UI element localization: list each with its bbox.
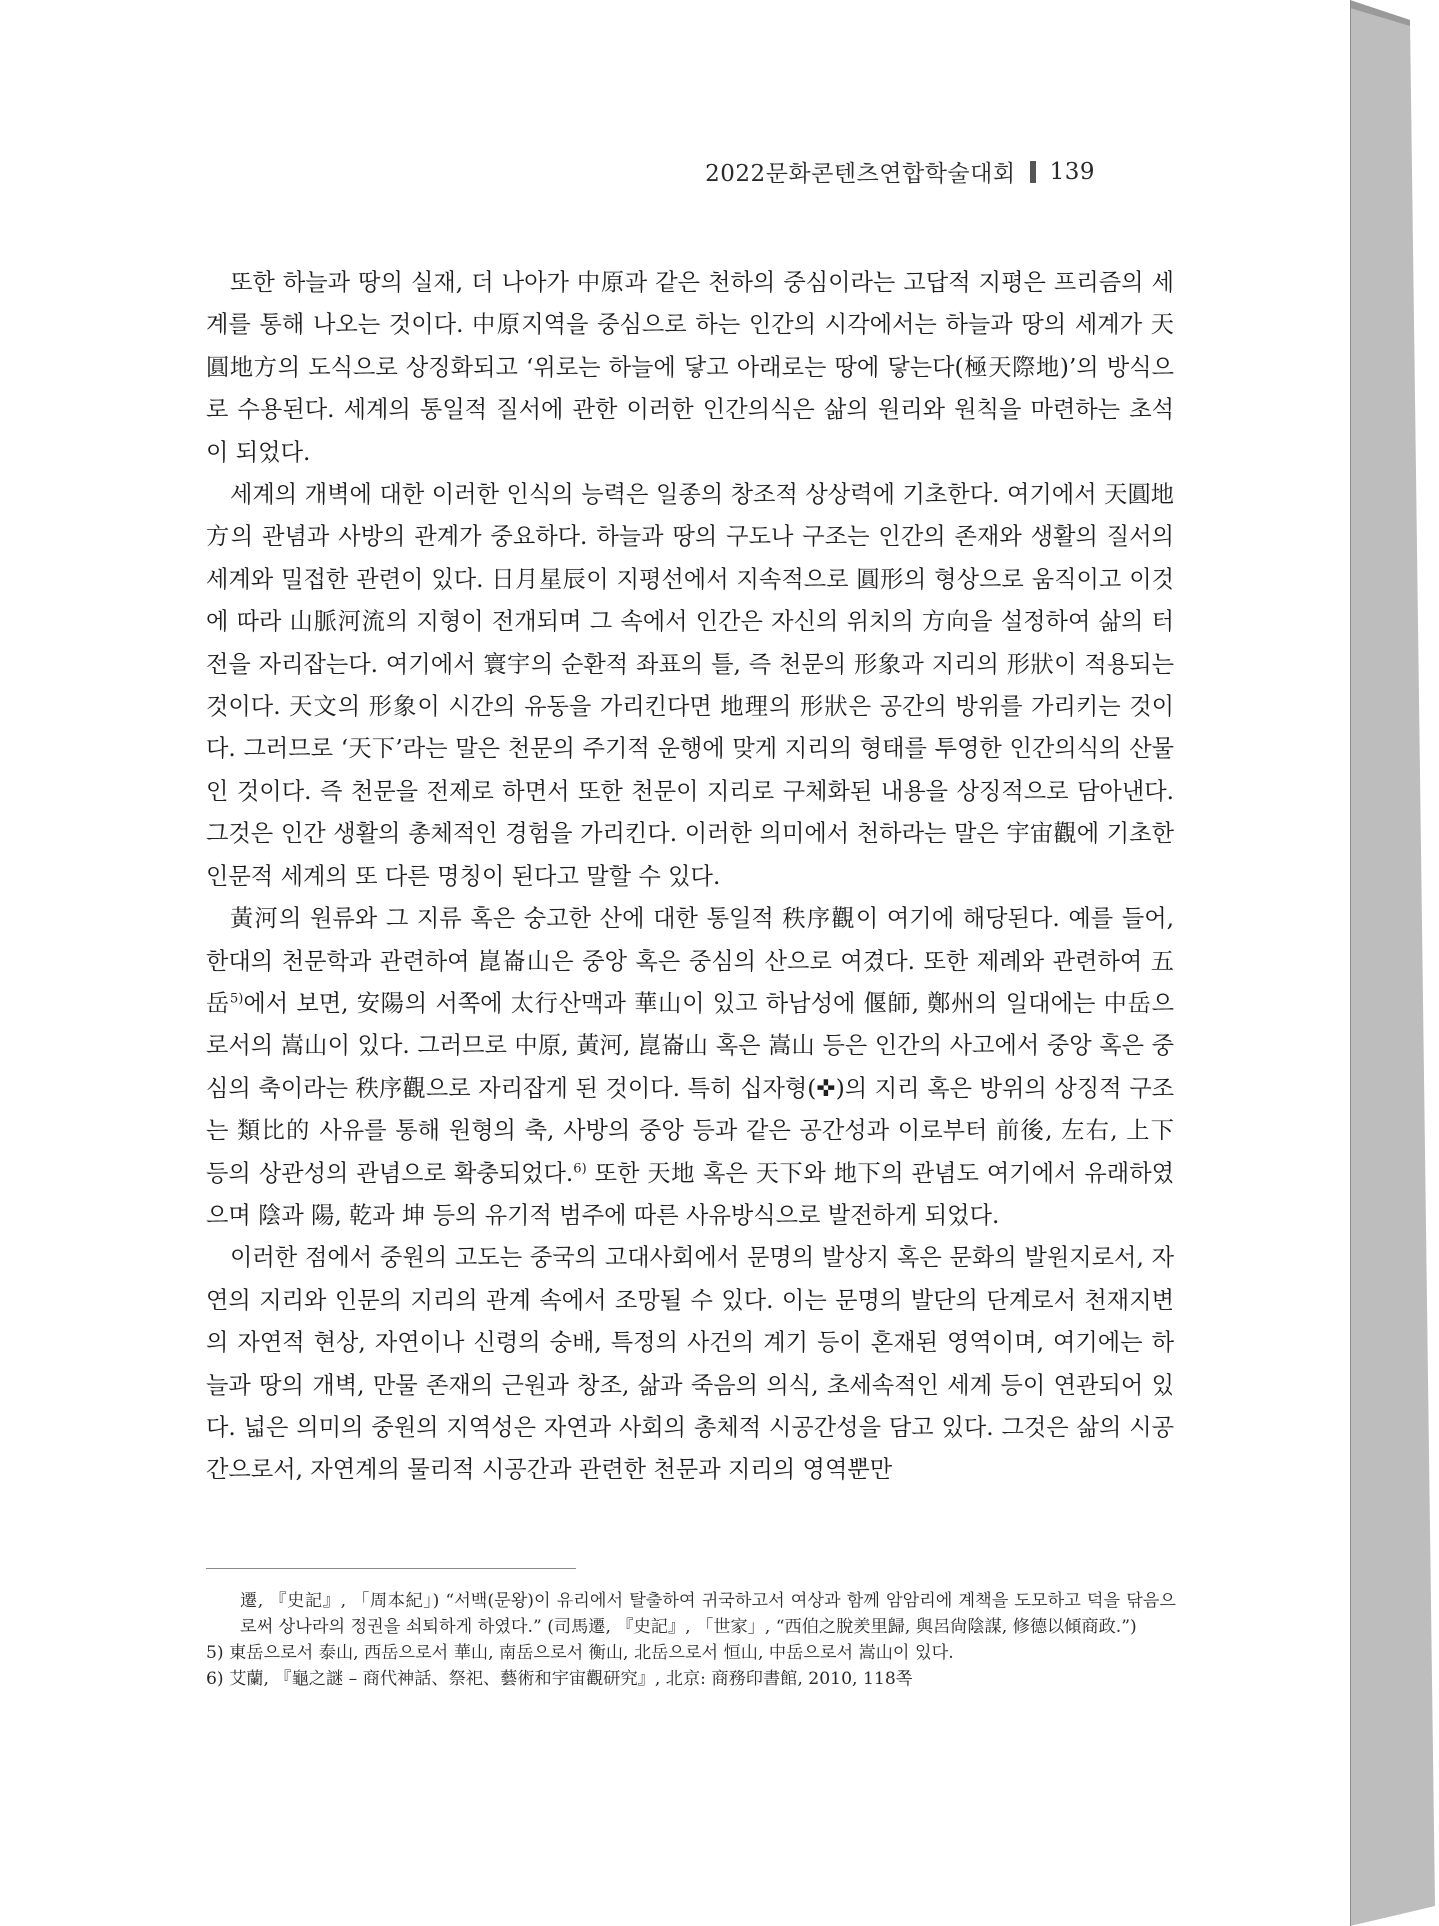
footnote-ref-6[interactable]: 6): [573, 1160, 587, 1176]
footnotes: [206, 1588, 1176, 1692]
footnote-5: 5) 東岳으로서 泰山, 西岳으로서 華山, 南岳으로서 衡山, 北岳으로서 恒山, 中岳으로서 嵩山이 있다.: [206, 1643, 954, 1663]
paragraph-1: 또한 하늘과 땅의 실재, 더 나아가 中原과 같은 천하의 중심이라는 고답적 지평은 프리즘의 세계를 통해 나오는 것이다. 中原지역을 중심으로 하는 인간의 시각에서는 하늘과 땅의 세계가 天圓地方의 도식으로 상징화되고 ‘위로는 하늘에 닿고 아래로는 땅에 닿는다(極天際地)’의 방식으로 수용된다. 세계의 통일적 질서에 관한 이러한 인간의식은 삶의 원리와 원칙을 마련하는 초석이 되었다.: [206, 269, 1174, 466]
footnote-continuation: 遷, 『史記』, 「周本紀」) “서백(문왕)이 유리에서 탈출하여 귀국하고서 여상과 함께 암암리에 계책을 도모하고 덕을 닦음으로써 상나라의 정권을 쇠퇴하게 하였다.” (司馬遷, 『史記』, 「世家」, “西伯之脫羑里歸, 與呂尙陰謀, 修德以傾商政.”): [240, 1591, 1176, 1637]
paragraph-3-part-c: 또한 天地 혹은 天下와 地下의 관념도 여기에서 유래하였으며 陰과 陽, 乾과 坤 등의 유기적 범주에 따른 사유방식으로 발전하게 되었다.: [206, 1159, 1175, 1229]
running-header: [705, 155, 1095, 188]
paragraph-4: 이러한 점에서 중원의 고도는 중국의 고대사회에서 문명의 발상지 혹은 문화의 발원지로서, 자연의 지리와 인문의 지리의 관계 속에서 조망될 수 있다. 이는 문명의 발단의 단계로서 천재지변의 자연적 현상, 자연이나 신령의 숭배, 특정의 사건의 계기 등이 혼재된 영역이며, 여기에는 하늘과 땅의 개벽, 만물 존재의 근원과 창조, 삶과 죽음의 의식, 초세속적인 세계 등이 연관되어 있다. 넓은 의미의 중원의 지역성은 자연과 사회의 총체적 시공간성을 담고 있다. 그것은 삶의 시공간으로서, 자연계의 물리적 시공간과 관련한 천문과 지리의 영역뿐만: [206, 1244, 1174, 1484]
paragraph-3-part-a: 黃河의 원류와 그 지류 혹은 숭고한 산에 대한 통일적 秩序觀이 여기에 해당된다. 예를 들어, 한대의 천문학과 관련하여 崑崙山은 중앙 혹은 중심의 산으로 여겼다. 또한 제례와 관련하여 五岳: [206, 905, 1174, 1017]
footnote-rule: [206, 1568, 576, 1569]
header-title: 2022문화콘텐츠연합학술대회: [705, 161, 1016, 187]
paragraph-3-part-b: 에서 보면, 安陽의 서쪽에 太行산맥과 華山이 있고 하남성에 偃師, 鄭州의 일대에는 中岳으로서의 嵩山이 있다. 그러므로 中原, 黃河, 崑崙山 혹은 嵩山 등은 인간의 사고에서 중앙 혹은 중심의 축이라는 秩序觀으로 자리잡게 된 것이다. 특히 십자형(✜)의 지리 혹은 방위의 상징적 구조는 類比的 사유를 통해 원형의 축, 사방의 중앙 등과 같은 공간성과 이로부터 前後, 左右, 上下 등의 상관성의 관념으로 확충되었다.: [206, 989, 1175, 1187]
paragraph-2: 세계의 개벽에 대한 이러한 인식의 능력은 일종의 창조적 상상력에 기초한다. 여기에서 天圓地方의 관념과 사방의 관계가 중요하다. 하늘과 땅의 구도나 구조는 인간의 존재와 생활의 질서의 세계와 밀접한 관련이 있다. 日月星辰이 지평선에서 지속적으로 圓形의 형상으로 움직이고 이것에 따라 山脈河流의 지형이 전개되며 그 속에서 인간은 자신의 위치의 方向을 설정하여 삶의 터전을 자리잡는다. 여기에서 寰宇의 순환적 좌표의 틀, 즉 천문의 形象과 지리의 形狀이 적용되는 것이다. 天文의 形象이 시간의 유동을 가리킨다면 地理의 形狀은 공간의 방위를 가리키는 것이다. 그러므로 ‘天下’라는 말은 천문의 주기적 운행에 맞게 지리의 형태를 투영한 인간의식의 산물인 것이다. 즉 천문을 전제로 하면서 또한 천문이 지리로 구체화된 내용을 상징적으로 담아낸다. 그것은 인간 생활의 총체적인 경험을 가리킨다. 이러한 의미에서 천하라는 말은 宇宙觀에 기초한 인문적 세계의 또 다른 명칭이 된다고 말할 수 있다.: [206, 481, 1174, 890]
book-edge-graphic: [1350, 0, 1439, 1926]
footnote-ref-5[interactable]: 5): [230, 991, 244, 1007]
header-separator: [1030, 161, 1036, 183]
body-text: [206, 262, 1174, 1492]
footnote-6: 6) 艾蘭, 『龜之謎 – 商代神話、祭祀、藝術和宇宙觀研究』, 北京: 商務印書館, 2010, 118쪽: [206, 1669, 913, 1689]
page-number: 139: [1049, 158, 1095, 185]
paragraph-3: [206, 898, 1174, 1237]
